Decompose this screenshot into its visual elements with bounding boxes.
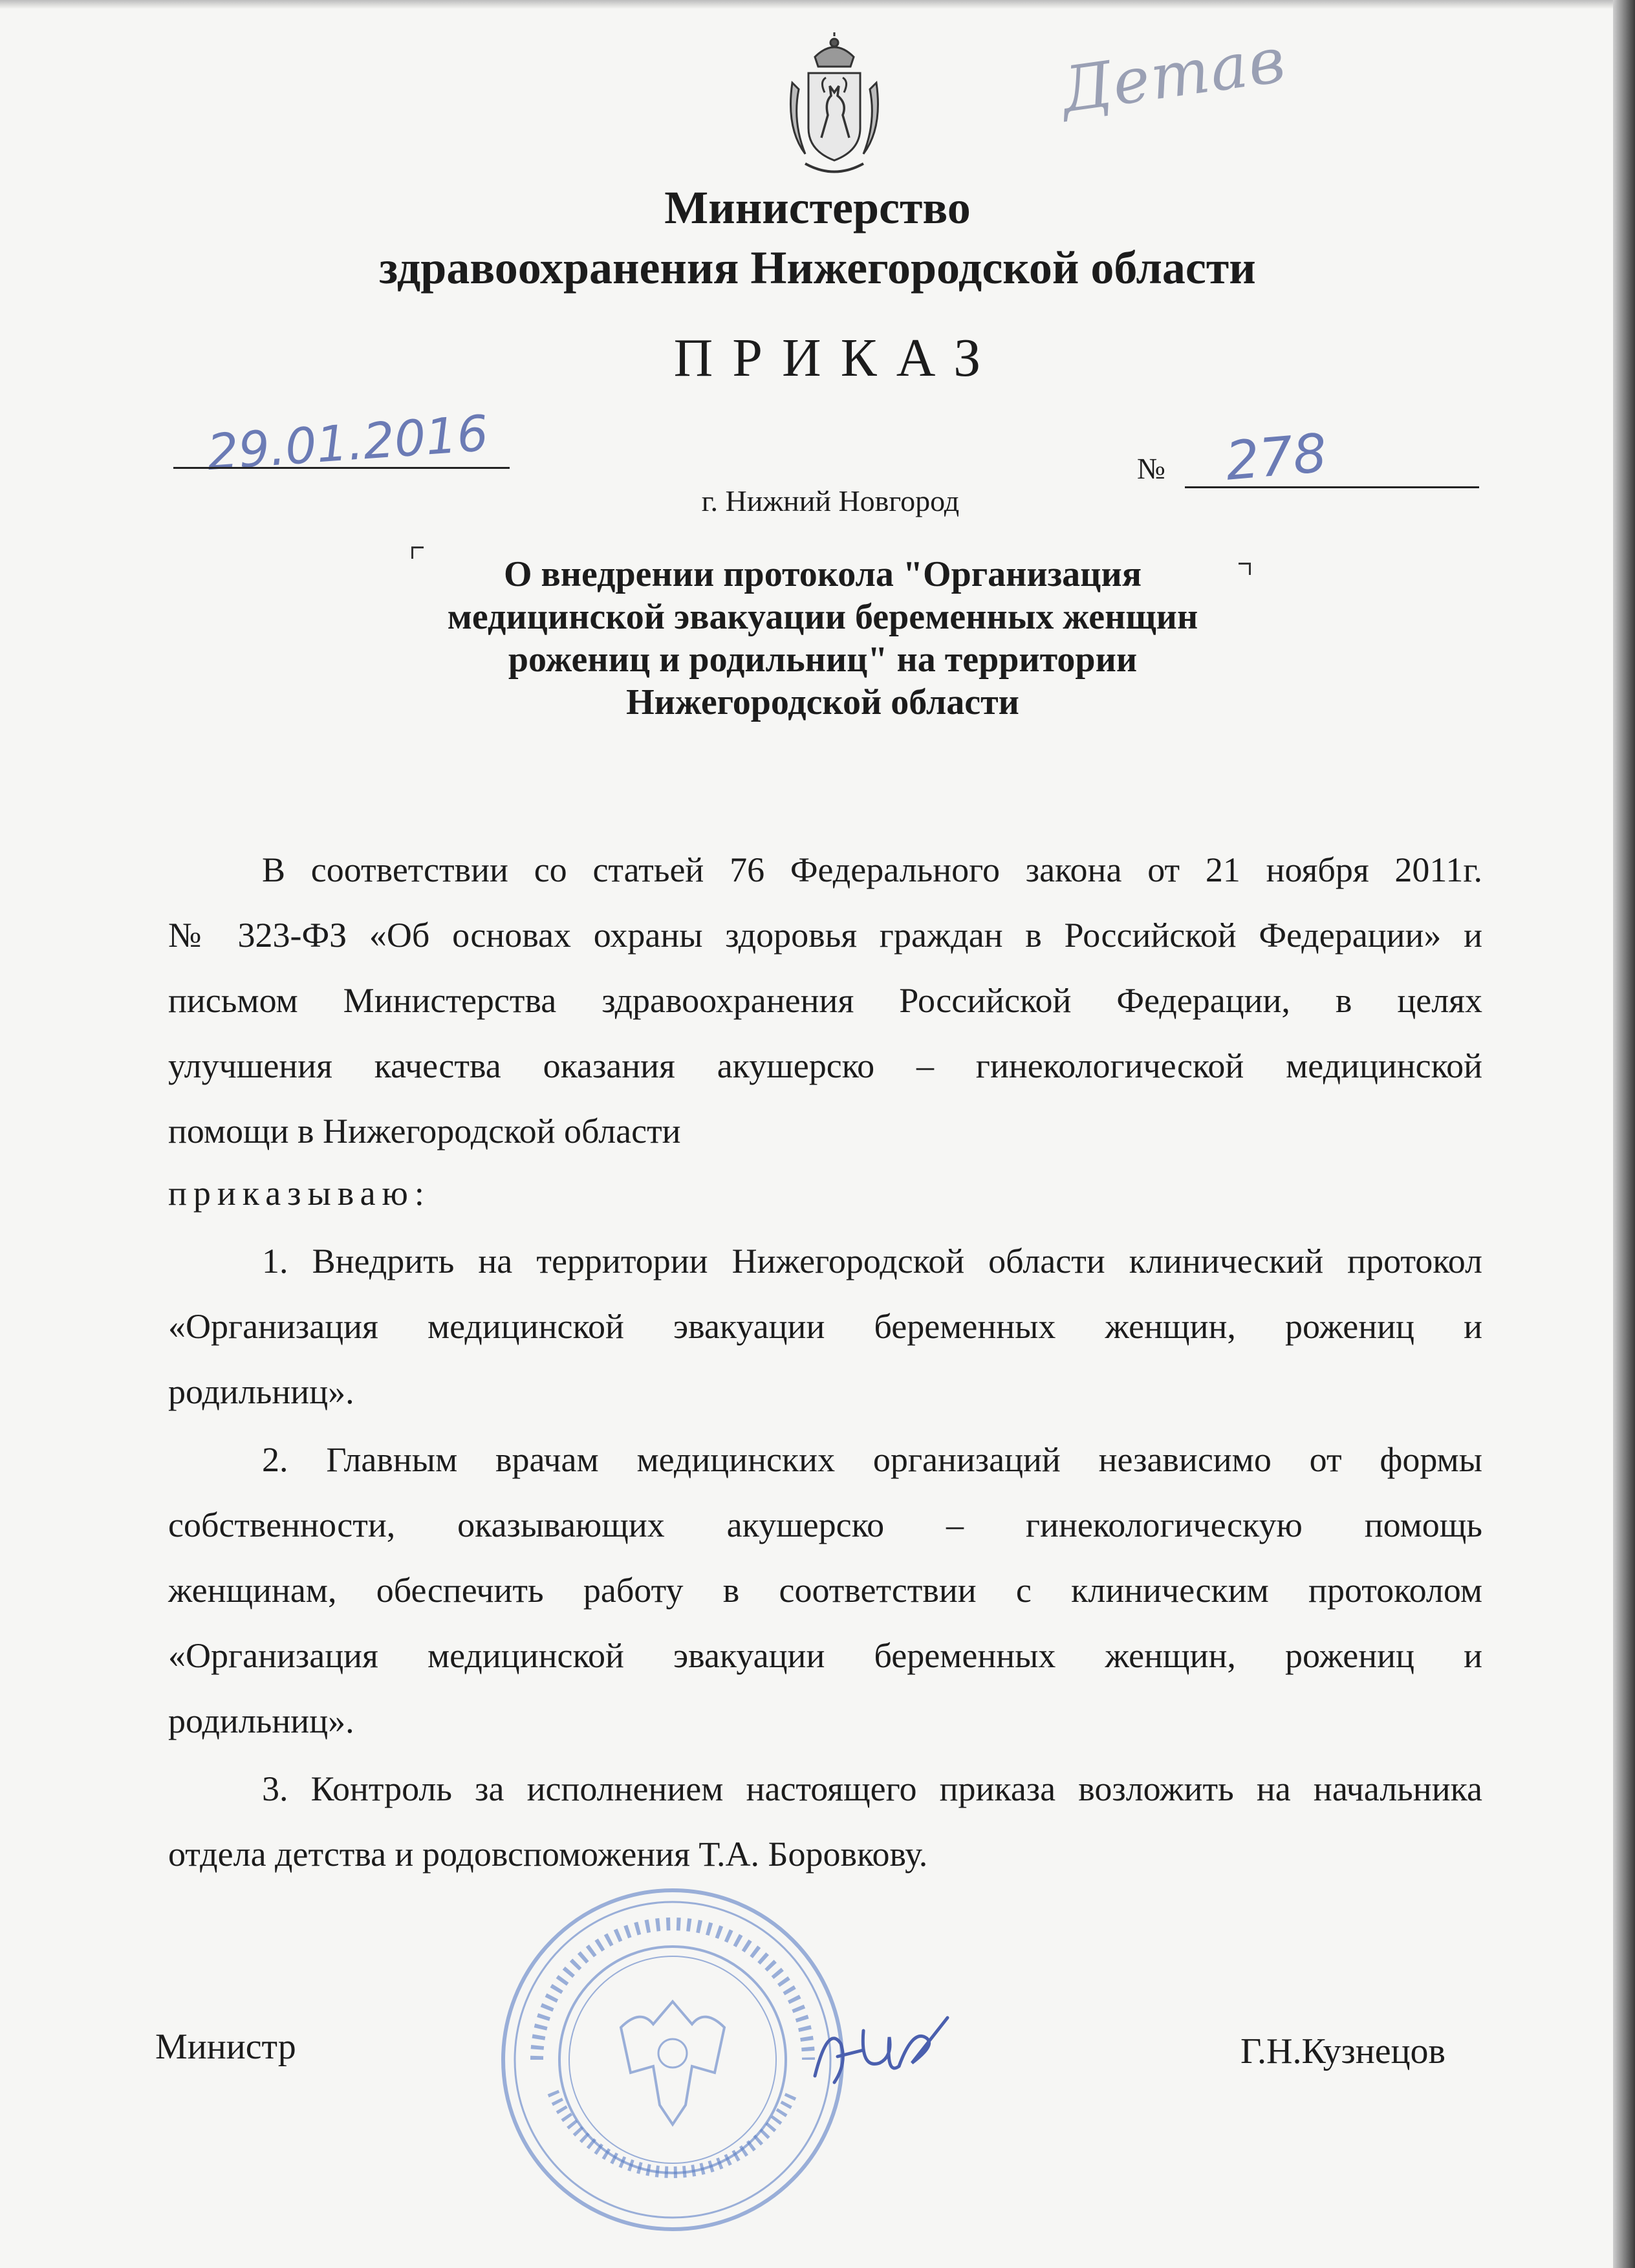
handwritten-number: 278	[1223, 422, 1330, 493]
subject-line: медицинской эвакуации беременных женщин	[447, 597, 1198, 637]
scan-top-shadow	[0, 0, 1635, 9]
subject-line: Нижегородской области	[626, 682, 1019, 722]
body-line: родильниц».	[168, 1372, 354, 1411]
body-line: собственности, оказывающих акушерско – гинекологическую помощь	[168, 1506, 1482, 1544]
handwritten-note: Детав	[1056, 23, 1291, 127]
subject-line: рожениц и родильниц" на территории	[508, 640, 1138, 680]
body-line: письмом Министерства здравоохранения Российской Федерации, в целях	[168, 981, 1482, 1020]
document-type: ПРИКАЗ	[673, 328, 1001, 388]
official-seal-icon	[492, 1879, 854, 2241]
body-line: 1. Внедрить на территории Нижегородской области клинический протокол	[262, 1242, 1482, 1280]
subject-line: О внедрении протокола "Организация	[503, 554, 1142, 594]
body-line-order-word: приказываю:	[168, 1174, 431, 1213]
signatory-name: Г.Н.Кузнецов	[1240, 2031, 1446, 2071]
body-line: № 323-ФЗ «Об основах охраны здоровья граждан в Российской Федерации» и	[168, 916, 1482, 955]
body-line: помощи в Нижегородской области	[168, 1112, 681, 1150]
order-subject	[0, 553, 1635, 724]
number-sign: №	[1137, 452, 1165, 485]
body-line: отдела детства и родовспоможения Т.А. Боровкову.	[168, 1835, 928, 1874]
body-line: женщинам, обеспечить работу в соответствии с клиническим протоколом	[168, 1571, 1482, 1610]
ministry-name-line1: Министерство	[664, 182, 971, 233]
body-line: улучшения качества оказания акушерско – гинекологической медицинской	[168, 1046, 1482, 1085]
body-line: 2. Главным врачам медицинских организаций независимо от формы	[262, 1440, 1482, 1479]
signatory-title: Министр	[155, 2027, 296, 2067]
handwritten-date: 29.01.2016	[205, 404, 490, 482]
body-line: В соответствии со статьей 76 Федерального закона от 21 ноября 2011г.	[262, 850, 1482, 889]
body-line: «Организация медицинской эвакуации беременных женщин, рожениц и	[168, 1636, 1482, 1675]
body-line: «Организация медицинской эвакуации беременных женщин, рожениц и	[168, 1307, 1482, 1346]
handwritten-signature-icon	[802, 2005, 951, 2108]
coat-of-arms-icon	[779, 31, 889, 186]
ministry-name-line2: здравоохранения Нижегородской области	[379, 242, 1256, 294]
body-line: родильниц».	[168, 1701, 354, 1740]
date-underline	[173, 467, 510, 469]
body-line: 3. Контроль за исполнением настоящего приказа возложить на начальника	[262, 1769, 1482, 1808]
city-name: г. Нижний Новгород	[701, 484, 960, 517]
